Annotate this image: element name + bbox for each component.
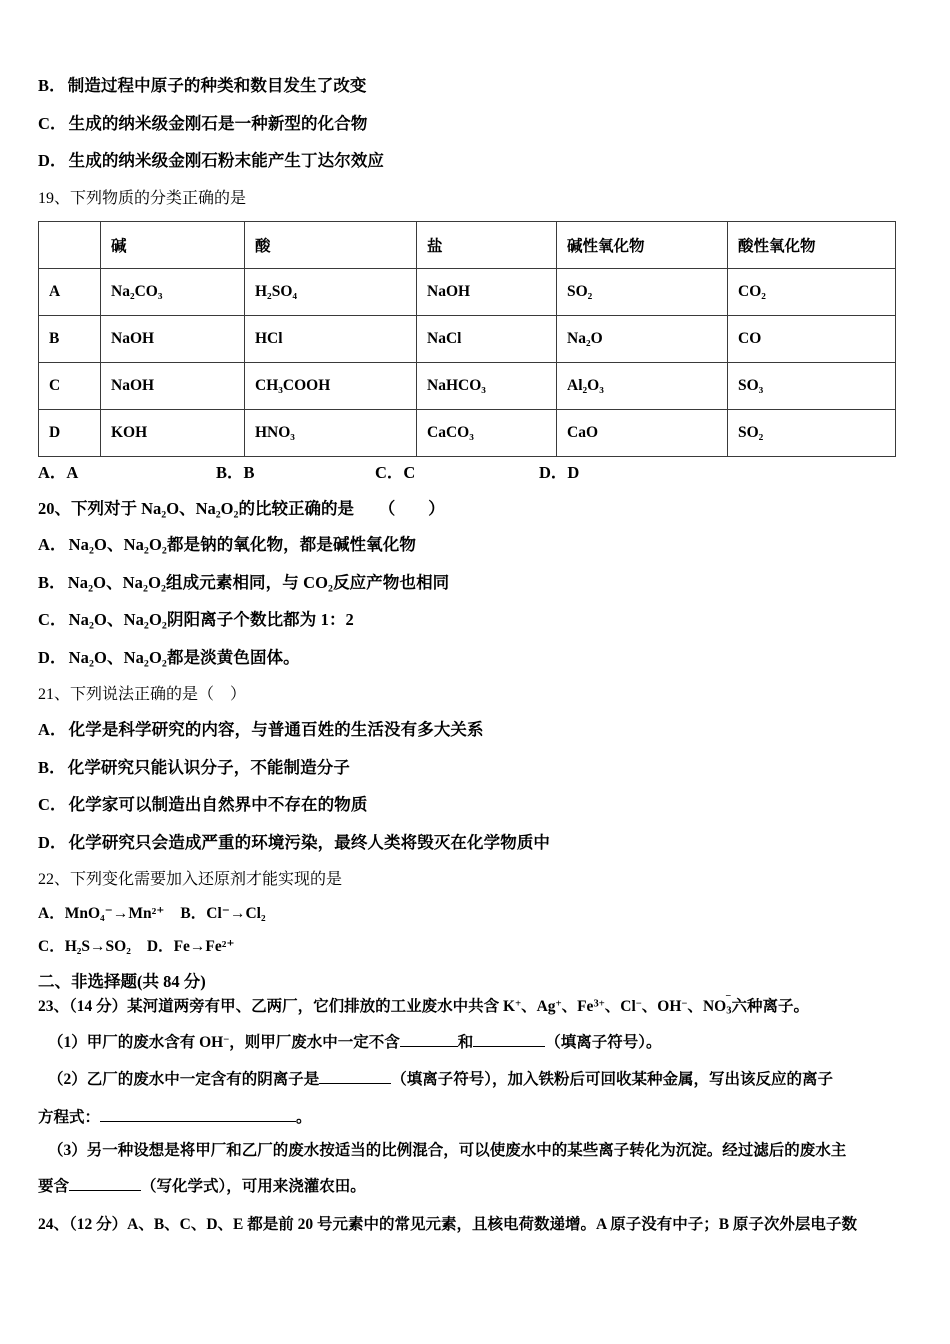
cell-d-acid: HNO₃: [245, 409, 417, 456]
q23-stem: 23、（14 分）某河道两旁有甲、乙两厂，它们排放的工业废水中共含 K+、Ag+、$Fe^{3+}$、Cl−、OH−、$NO_3$ − 六种离子。: [38, 991, 809, 1016]
table-header-cell-5: 酸性氧化物: [728, 221, 896, 268]
q23-blank-4[interactable]: [100, 1108, 296, 1122]
table-row: [39, 268, 896, 315]
q18-option-d: [38, 153, 912, 170]
table-row: [39, 362, 896, 409]
q23-part3-line2-text-b: （写化学式），可用来浇灌农田。: [141, 1178, 366, 1196]
table-header-cell-4: 碱性氧化物: [557, 221, 728, 268]
q23-part-1: [38, 1033, 912, 1051]
q23-part3-line2-text-a: 要含: [38, 1178, 70, 1196]
q23-ion-oh: OH−: [657, 997, 688, 1015]
table-header-cell-1: 碱: [101, 221, 245, 268]
q19-stem: 19、下列物质的分类正确的是: [38, 189, 247, 207]
row-key-c: C: [39, 362, 101, 409]
q20-option-b-text: Na₂O、Na₂O₂组成元素相同，与 CO₂反应产物也相同: [67, 572, 450, 592]
q22-option-b-label: B．: [180, 905, 207, 922]
q22-option-b-formula: Cl⁻→Cl₂: [206, 905, 266, 922]
q24-stem: 24、（12 分）A、B、C、D、E 都是前 20 号元素中的常见元素，且核电荷数递增。A 原子没有中子；B 原子次外层电子数: [38, 1215, 857, 1233]
q23-part2-line2-text-a: 方程式：: [38, 1109, 101, 1127]
q22-option-d-label: D．: [146, 937, 174, 955]
q23-stem-suffix: 六种离子。: [731, 997, 809, 1015]
q19-answer-d: D．D: [539, 462, 580, 482]
cell-a-basic-oxide: SO₂: [557, 268, 728, 315]
q20-option-c-text: Na₂O、Na₂O₂阴阳离子个数比都为 1：2: [68, 610, 354, 629]
q20-option-a-label: A．: [38, 535, 67, 554]
q21-options-group: [38, 722, 912, 851]
q21-option-c-label: C．: [38, 795, 67, 814]
table-header-cell-3: 盐: [417, 221, 557, 268]
q22-option-c-label: C．: [38, 937, 65, 955]
q22-option-c-formula: H₂S→SO₂: [64, 937, 131, 955]
q21-option-b-text: 化学研究只能认识分子，不能制造分子: [67, 757, 350, 777]
q18-option-c: [38, 113, 912, 133]
q23-part-3-line-2: [38, 1177, 912, 1195]
table-row: [39, 315, 896, 362]
q23-part-3-line-1: （3）另一种设想是将甲厂和乙厂的废水按适当的比例混合，可以使废水中的某些离子转化为沉淀。经过滤后的废水主: [48, 1141, 847, 1159]
q23-part1-text-b: 和: [457, 1034, 474, 1052]
row-key-a: A: [39, 268, 101, 315]
q20-option-d-text: Na₂O、Na₂O₂都是淡黄色固体。: [68, 647, 300, 667]
cell-d-base: KOH: [101, 409, 245, 456]
cell-d-salt: CaCO₃: [417, 409, 557, 456]
cell-c-basic-oxide: Al₂O₃: [557, 362, 728, 409]
row-key-d: D: [39, 409, 101, 456]
q21-stem: 21、下列说法正确的是（ ）: [38, 686, 247, 703]
q20-option-b: [38, 572, 912, 592]
q21-option-a-label: A．: [38, 720, 67, 739]
cell-a-acid: H₂SO₄: [245, 268, 417, 315]
q20-option-d-label: D．: [38, 647, 67, 667]
q23-part2-line2-text-b: 。: [296, 1109, 312, 1127]
q22-option-d-formula: Fe→Fe²⁺: [173, 937, 235, 955]
q18-option-c-label: C．: [38, 113, 67, 133]
q22-row-2: [38, 939, 912, 955]
q18-option-b-text: 制造过程中原子的种类和数目发生了改变: [67, 76, 367, 95]
cell-c-acidic-oxide: SO₃: [728, 362, 896, 409]
q21-option-d: [38, 832, 912, 852]
q20-options-group: [38, 537, 912, 666]
q21-option-b: [38, 757, 912, 777]
table-header-cell-2: 酸: [245, 221, 417, 268]
q23-part-2-line-1: [38, 1070, 912, 1088]
cell-a-salt: NaOH: [417, 268, 557, 315]
table-header-row: [39, 221, 896, 268]
q19-answer-row: [38, 462, 912, 484]
q18-option-d-text: 生成的纳米级金刚石粉末能产生丁达尔效应: [68, 151, 385, 170]
q21-option-c-text: 化学家可以制造出自然界中不存在的物质: [68, 795, 368, 814]
q20-option-d: [38, 647, 912, 667]
q22-option-a-formula: MnO₄⁻→Mn²⁺: [64, 905, 165, 922]
q19-answer-a: A．A: [38, 462, 79, 482]
q20-option-b-label: B．: [38, 572, 66, 592]
q23-stem-prefix: 23、（14 分）某河道两旁有甲、乙两厂，它们排放的工业废水中共含: [38, 997, 504, 1015]
q21-option-a: [38, 722, 912, 739]
q23-part2-text-a: （2）乙厂的废水中一定含有的阴离子是: [48, 1070, 320, 1088]
q23-part1-text-a: （1）甲厂的废水含有 OH−，则甲厂废水中一定不含: [48, 1034, 400, 1052]
cell-d-basic-oxide: CaO: [557, 409, 728, 456]
q19-answer-b: B．B: [216, 462, 255, 482]
q23-ion-fe: $Fe^{3+}$: [577, 997, 605, 1015]
q18-option-d-label: D．: [38, 151, 67, 170]
q23-ion-k: K+: [503, 997, 522, 1015]
q18-options-group: [38, 78, 912, 170]
q20-option-a-text: Na₂O、Na₂O₂都是钠的氧化物，都是碱性氧化物: [68, 535, 416, 554]
q22-stem: 22、下列变化需要加入还原剂才能实现的是: [38, 871, 343, 888]
page-content: [38, 78, 912, 1250]
q23-part1-text-c: （填离子符号）。: [545, 1034, 662, 1052]
q21-option-a-text: 化学是科学研究的内容，与普通百姓的生活没有多大关系: [68, 720, 484, 739]
q23-part-2-line-2: [38, 1108, 912, 1126]
cell-c-acid: CH₃COOH: [245, 362, 417, 409]
row-key-b: B: [39, 315, 101, 362]
q19-answer-c: C．C: [375, 462, 416, 482]
q21-option-d-text: 化学研究只会造成严重的环境污染，最终人类将毁灭在化学物质中: [68, 832, 551, 852]
cell-a-acidic-oxide: CO₂: [728, 268, 896, 315]
q21-option-d-label: D．: [38, 832, 67, 852]
q18-option-b-label: B．: [38, 76, 66, 95]
cell-c-salt: NaHCO₃: [417, 362, 557, 409]
q22-option-a-label: A．: [38, 905, 65, 922]
cell-d-acidic-oxide: SO₂: [728, 409, 896, 456]
q23-blank-5[interactable]: [69, 1177, 141, 1191]
section-2-heading: 二、非选择题(共 84 分): [38, 972, 206, 991]
q18-option-b: [38, 78, 912, 95]
q20-option-a: [38, 537, 912, 554]
cell-b-basic-oxide: Na₂O: [557, 315, 728, 362]
table-row: [39, 409, 896, 456]
q23-part2-text-b: （填离子符号），加入铁粉后可回收某种金属，写出该反应的离子: [391, 1070, 834, 1088]
cell-b-base: NaOH: [101, 315, 245, 362]
q23-blank-2[interactable]: [473, 1033, 545, 1047]
q23-ion-ag: Ag+: [536, 997, 562, 1015]
q23-ion-no3: $NO_3$ −: [702, 991, 732, 1016]
q23-ion-cl: Cl−: [620, 997, 642, 1015]
q20-option-c-label: C．: [38, 610, 67, 629]
q23-blank-1[interactable]: [400, 1033, 458, 1047]
cell-b-acidic-oxide: CO: [728, 315, 896, 362]
table-header-cell-0: [39, 221, 101, 268]
q21-option-c: [38, 797, 912, 814]
q20-stem: 20、下列对于 Na₂O、Na₂O₂的比较正确的是 （ ）: [38, 498, 445, 518]
q20-option-c: [38, 612, 912, 629]
cell-a-base: Na₂CO₃: [101, 268, 245, 315]
cell-b-acid: HCl: [245, 315, 417, 362]
q18-option-c-text: 生成的纳米级金刚石是一种新型的化合物: [68, 113, 368, 133]
q23-blank-3[interactable]: [319, 1070, 391, 1084]
q19-classification-table: [38, 221, 896, 457]
cell-b-salt: NaCl: [417, 315, 557, 362]
q22-row-1: [38, 906, 912, 922]
q21-option-b-label: B．: [38, 757, 66, 777]
cell-c-base: NaOH: [101, 362, 245, 409]
